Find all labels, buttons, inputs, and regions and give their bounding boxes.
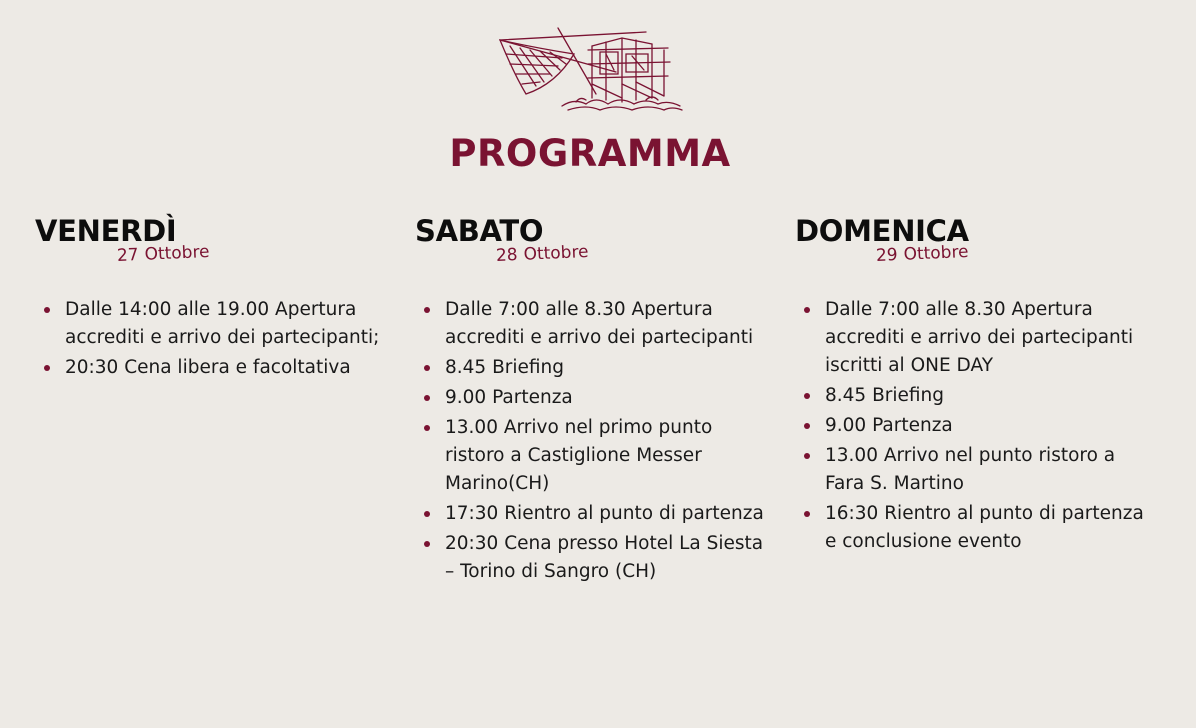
day-name: VENERDÌ (35, 214, 177, 248)
bullet-icon (424, 541, 430, 547)
bullet-icon (424, 511, 430, 517)
day-date-number: 28 (495, 245, 519, 266)
day-date-month: Ottobre (523, 241, 589, 265)
bullet-icon (424, 425, 430, 431)
day-date-month: Ottobre (144, 241, 210, 265)
day-name: DOMENICA (795, 214, 969, 248)
bullet-icon (804, 511, 810, 517)
list-item: 9.00 Partenza (795, 412, 1145, 440)
list-item: Dalle 14:00 alle 19.00 Apertura accrediti e arrivo dei partecipanti; (35, 296, 385, 352)
day-column-sunday (795, 212, 1145, 552)
day-column-friday (35, 212, 385, 378)
schedule-list (415, 296, 765, 588)
bullet-icon (44, 365, 50, 371)
list-item: 16:30 Rientro al punto di partenza e conclusione evento (795, 500, 1145, 556)
bullet-icon (804, 423, 810, 429)
day-column-saturday (415, 212, 765, 582)
day-date-month: Ottobre (903, 241, 969, 265)
list-item: 8.45 Briefing (415, 354, 765, 382)
trabocco-logo-icon (496, 24, 686, 116)
list-item: 13.00 Arrivo nel primo punto ristoro a Castiglione Messer Marino(CH) (415, 414, 765, 498)
bullet-icon (804, 393, 810, 399)
bullet-icon (424, 365, 430, 371)
list-item: 9.00 Partenza (415, 384, 765, 412)
page-title: PROGRAMMA (449, 132, 731, 175)
schedule-list (35, 296, 385, 384)
bullet-icon (804, 453, 810, 459)
list-item: 8.45 Briefing (795, 382, 1145, 410)
list-item: 20:30 Cena presso Hotel La Siesta – Torino di Sangro (CH) (415, 530, 765, 586)
day-name: SABATO (415, 214, 544, 248)
bullet-icon (424, 307, 430, 313)
schedule-list (795, 296, 1145, 558)
day-date-number: 27 (116, 245, 140, 266)
list-item: 17:30 Rientro al punto di partenza (415, 500, 765, 528)
list-item: 13.00 Arrivo nel punto ristoro a Fara S. Martino (795, 442, 1145, 498)
list-item: 20:30 Cena libera e facoltativa (35, 354, 385, 382)
list-item: Dalle 7:00 alle 8.30 Apertura accrediti e arrivo dei partecipanti iscritti al ONE DAY (795, 296, 1145, 380)
bullet-icon (804, 307, 810, 313)
day-date-number: 29 (875, 245, 899, 266)
list-item: Dalle 7:00 alle 8.30 Apertura accrediti e arrivo dei partecipanti (415, 296, 765, 352)
bullet-icon (424, 395, 430, 401)
bullet-icon (44, 307, 50, 313)
